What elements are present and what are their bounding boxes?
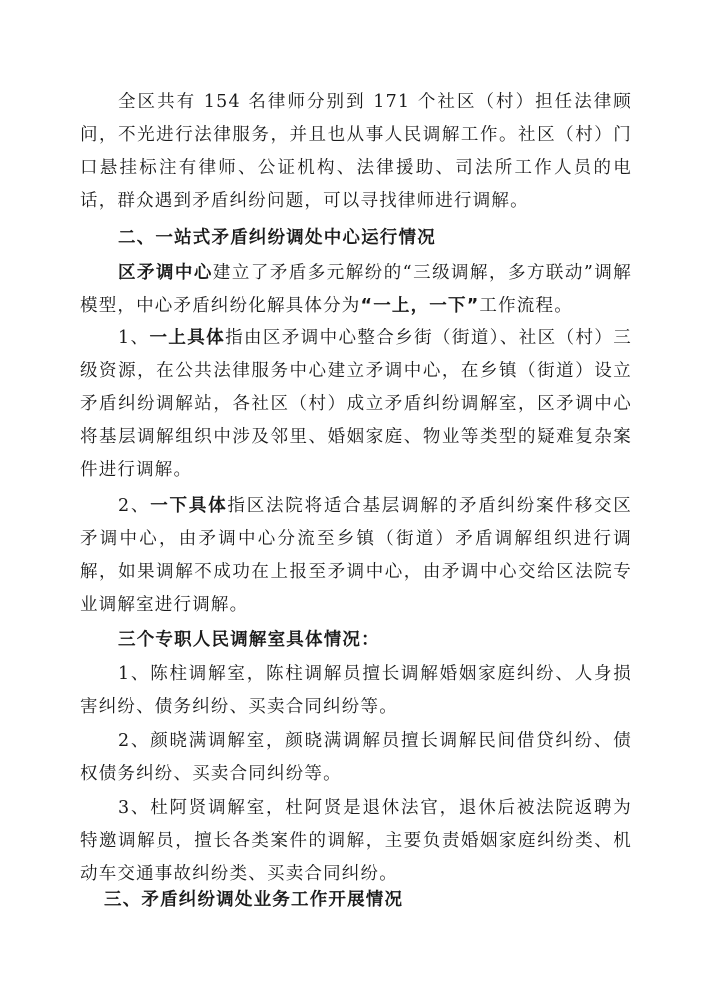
center-intro-text: 建立了矛盾多元解纷的“三级调解，多方联动”调解模型，中心矛盾纠纷化解具体分为 [80,263,632,316]
up-text: 指由区矛调中心整合乡街（街道）、社区（村）三级资源，在公共法律服务中心建立矛调中心，在乡镇（街道）设立矛盾纠纷调解站，各社区（村）成立矛盾纠纷调解室，区矛调中心将基层调解组织中涉及邻里、婚姻家庭、物业等类型的疑难复杂案件进行调解。 [80,328,632,480]
paragraph-center-intro [80,257,632,323]
process-name-bold: “一上，一下” [360,296,480,316]
section-heading-rooms: 三个专职人民调解室具体情况： [118,630,380,650]
paragraph-room-duaxian: 3、杜阿贤调解室，杜阿贤是退休法官，退休后被法院返聘为特邀调解员，擅长各类案件的调解，主要负责婚姻家庭纠纷类、机动车交通事故纠纷类、买卖合同纠纷。 [80,798,632,884]
paragraph-room-yanxiaoman: 2、颜晓满调解室，颜晓满调解员擅长调解民间借贷纠纷、债权债务纠纷、买卖合同纠纷等。 [80,731,632,784]
down-text: 指区法院将适合基层调解的矛盾纠纷案件移交区矛调中心，由矛调中心分流至乡镇（街道）矛盾调解组织进行调解，如果调解不成功在上报至矛调中心，由矛调中心交给区法院专业调解室进行调解。 [80,496,632,615]
section-heading-center: 二、一站式矛盾纠纷调处中心运行情况 [118,228,436,248]
up-prefix: 1、 [118,328,150,348]
center-intro-tail: 工作流程。 [479,296,573,316]
paragraph-up-process [80,322,632,487]
center-name-bold: 区矛调中心 [118,263,213,283]
up-label-bold: 一上具体 [149,328,226,348]
down-label-bold: 一下具体 [150,496,228,516]
down-prefix: 2、 [118,496,151,516]
paragraph-down-process [80,490,632,622]
paragraph-lawyers: 全区共有 154 名律师分别到 171 个社区（村）担任法律顾问，不光进行法律服务，并且也从事人民调解工作。社区（村）门口悬挂标注有律师、公证机构、法律援助、司法所工作人员的电话，群众遇到矛盾纠纷问题，可以寻找律师进行调解。 [80,92,632,211]
section-heading-business: 三、矛盾纠纷调处业务工作开展情况 [104,890,404,910]
paragraph-room-chenzhu: 1、陈柱调解室，陈柱调解员擅长调解婚姻家庭纠纷、人身损害纠纷、债务纠纷、买卖合同纠纷等。 [80,664,632,717]
